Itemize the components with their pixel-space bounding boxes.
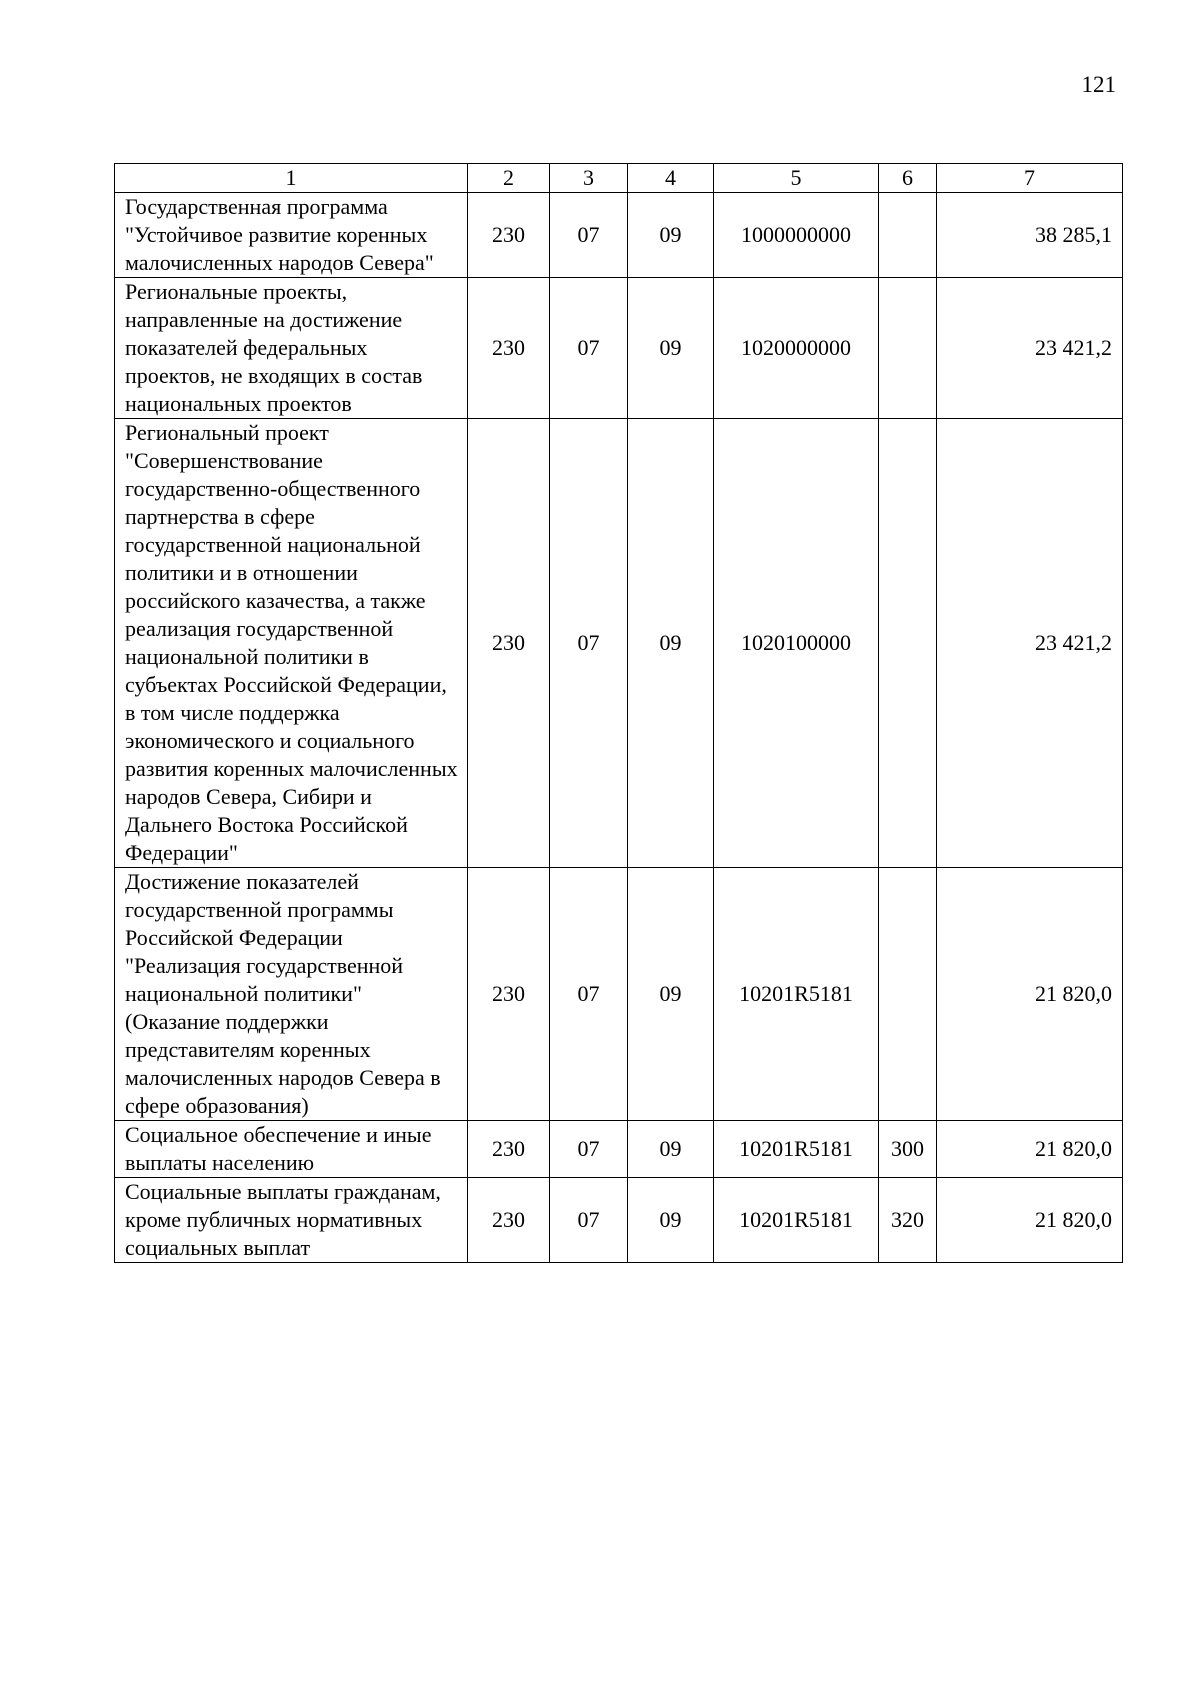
cell-subsection: 09 <box>628 868 714 1121</box>
header-cell: 5 <box>714 164 879 193</box>
table-header-row <box>115 164 1123 193</box>
cell-expense-type <box>879 868 937 1121</box>
cell-expense-type <box>879 193 937 278</box>
cell-amount: 21 820,0 <box>937 1121 1123 1178</box>
cell-amount: 21 820,0 <box>937 868 1123 1121</box>
cell-subsection: 09 <box>628 278 714 419</box>
cell-section: 07 <box>550 278 628 419</box>
cell-expense-type: 300 <box>879 1121 937 1178</box>
table-row <box>115 868 1123 1121</box>
cell-subsection: 09 <box>628 1121 714 1178</box>
cell-target-article: 10201R5181 <box>714 1121 879 1178</box>
cell-section: 07 <box>550 1178 628 1263</box>
cell-code: 230 <box>468 419 550 868</box>
cell-section: 07 <box>550 1121 628 1178</box>
table-row <box>115 193 1123 278</box>
cell-amount: 23 421,2 <box>937 278 1123 419</box>
cell-code: 230 <box>468 193 550 278</box>
budget-table <box>114 163 1123 1263</box>
header-cell: 1 <box>115 164 468 193</box>
item-name: Государственная программа "Устойчивое развитие коренных малочисленных народов Севера" <box>115 193 468 278</box>
cell-subsection: 09 <box>628 1178 714 1263</box>
item-name: Достижение показателей государственной программы Российской Федерации "Реализация государственной национальной политики" (Оказание поддержки представителям коренных малочисленных народов Севера в сфере образования) <box>115 868 468 1121</box>
table-row <box>115 419 1123 868</box>
header-cell: 4 <box>628 164 714 193</box>
table-row <box>115 278 1123 419</box>
cell-section: 07 <box>550 868 628 1121</box>
header-cell: 2 <box>468 164 550 193</box>
table-row <box>115 1121 1123 1178</box>
item-name: Социальное обеспечение и иные выплаты населению <box>115 1121 468 1178</box>
cell-target-article: 1000000000 <box>714 193 879 278</box>
cell-target-article: 1020100000 <box>714 419 879 868</box>
cell-expense-type <box>879 278 937 419</box>
cell-subsection: 09 <box>628 419 714 868</box>
table-row <box>115 1178 1123 1263</box>
cell-amount: 21 820,0 <box>937 1178 1123 1263</box>
cell-code: 230 <box>468 1121 550 1178</box>
cell-amount: 38 285,1 <box>937 193 1123 278</box>
cell-code: 230 <box>468 278 550 419</box>
cell-amount: 23 421,2 <box>937 419 1123 868</box>
cell-code: 230 <box>468 868 550 1121</box>
cell-section: 07 <box>550 193 628 278</box>
cell-code: 230 <box>468 1178 550 1263</box>
item-name: Социальные выплаты гражданам, кроме публичных нормативных социальных выплат <box>115 1178 468 1263</box>
cell-expense-type <box>879 419 937 868</box>
header-cell: 6 <box>879 164 937 193</box>
cell-section: 07 <box>550 419 628 868</box>
header-cell: 7 <box>937 164 1123 193</box>
cell-target-article: 1020000000 <box>714 278 879 419</box>
page-number: 121 <box>1081 72 1116 97</box>
item-name: Региональный проект "Совершенствование государственно-общественного партнерства в сфере государственной национальной политики и в отношении российского казачества, а также реализация государственной национальной политики в субъектах Российской Федерации, в том числе поддержка экономического и социального развития коренных малочисленных народов Севера, Сибири и Дальнего Востока Российской Федерации" <box>115 419 468 868</box>
item-name: Региональные проекты, направленные на достижение показателей федеральных проектов, не входящих в состав национальных проектов <box>115 278 468 419</box>
cell-target-article: 10201R5181 <box>714 1178 879 1263</box>
header-cell: 3 <box>550 164 628 193</box>
cell-target-article: 10201R5181 <box>714 868 879 1121</box>
cell-subsection: 09 <box>628 193 714 278</box>
cell-expense-type: 320 <box>879 1178 937 1263</box>
